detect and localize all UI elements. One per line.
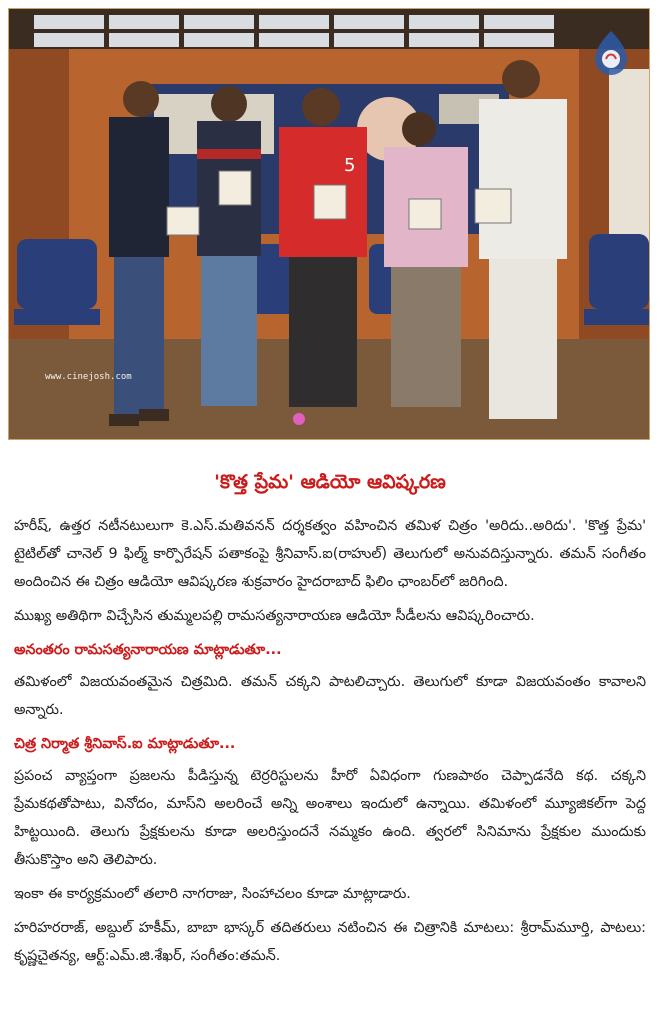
article-body [14,512,646,976]
article-paragraph: తమిళంలో విజయవంతమైన చిత్రమిది. తమన్ చక్కని పాటలిచ్చారు. తెలుగులో కూడా విజయవంతం కావాలని అన్నారు. [14,674,646,718]
article-paragraph: హరీష్, ఉత్తర నటీనటులుగా కె.ఎస్.మతివనన్ దర్శకత్వం వహించిన తమిళ చిత్రం 'అరిదు..అరిదు'. 'కొత్త ప్రేమ' టైటిల్‌తో చానెల్ 9 ఫిల్మ్ కార్పొరేషన్ పతాకంపై శ్రీనివాస్.ఐ(రాహుల్) తెలుగులో అనువదిస్తున్నారు. తమన్ సంగీతం అందించిన ఈ చిత్రం ఆడియో ఆవిష్కరణ శుక్రవారం హైదరాబాద్ ఫిలిం ఛాంబర్‌లో జరిగింది. [14,518,646,590]
article-paragraph: ఇంకా ఈ కార్యక్రమంలో తలారి నాగరాజు, సింహాచలం కూడా మాట్లాడారు. [14,886,411,902]
article-subheading: అనంతరం రామసత్యనారాయణ మాట్లాడుతూ... [14,642,282,658]
article-subheading: చిత్ర నిర్మాత శ్రీనివాస్.ఐ మాట్లాడుతూ... [14,736,236,752]
article-paragraph: ముఖ్య అతిథిగా విచ్చేసిన తుమ్మలపల్లి రామసత్యనారాయణ ఆడియో సీడీలను ఆవిష్కరించారు. [14,608,535,624]
event-photo [8,8,650,440]
site-logo-icon [591,29,631,77]
article-paragraph: ప్రపంచ వ్యాప్తంగా ప్రజలను పీడిస్తున్న టెర్రరిస్టులను హీరో ఏవిధంగా గుణపాఠం చెప్పాడనేది కథ. చక్కని ప్రేమకథతోపాటు, వినోదం, మాస్‌ని అలరించే అన్ని అంశాలు ఇందులో ఉన్నాయి. తమిళంలో మ్యూజికల్‌గా పెద్ద హిట్టయింది. తెలుగు ప్రేక్షకులను కూడా అలరిస్తుందనే నమ్మకం ఉంది. త్వరలో సినిమాను ప్రేక్షకుల ముందుకు తీసుకొస్తాం అని తెలిపారు. [14,768,646,868]
svg-text:5: 5 [344,155,356,176]
article-paragraph: హరిహరరాజ్, అబ్దుల్ హకీమ్, బాబా భాస్కర్ తదితరులు నటించిన ఈ చిత్రానికి మాటలు: శ్రీరామ్‌మూర్తి, పాటలు: కృష్ణచైతన్య, ఆర్ట్:ఎమ్.జి.శేఖర్, సంగీతం:తమన్. [14,920,646,964]
article-headline: 'కొత్త ప్రేమ' ఆడియో ఆవిష్కరణ [214,471,446,493]
photo-watermark: www.cinejosh.com [45,372,132,382]
